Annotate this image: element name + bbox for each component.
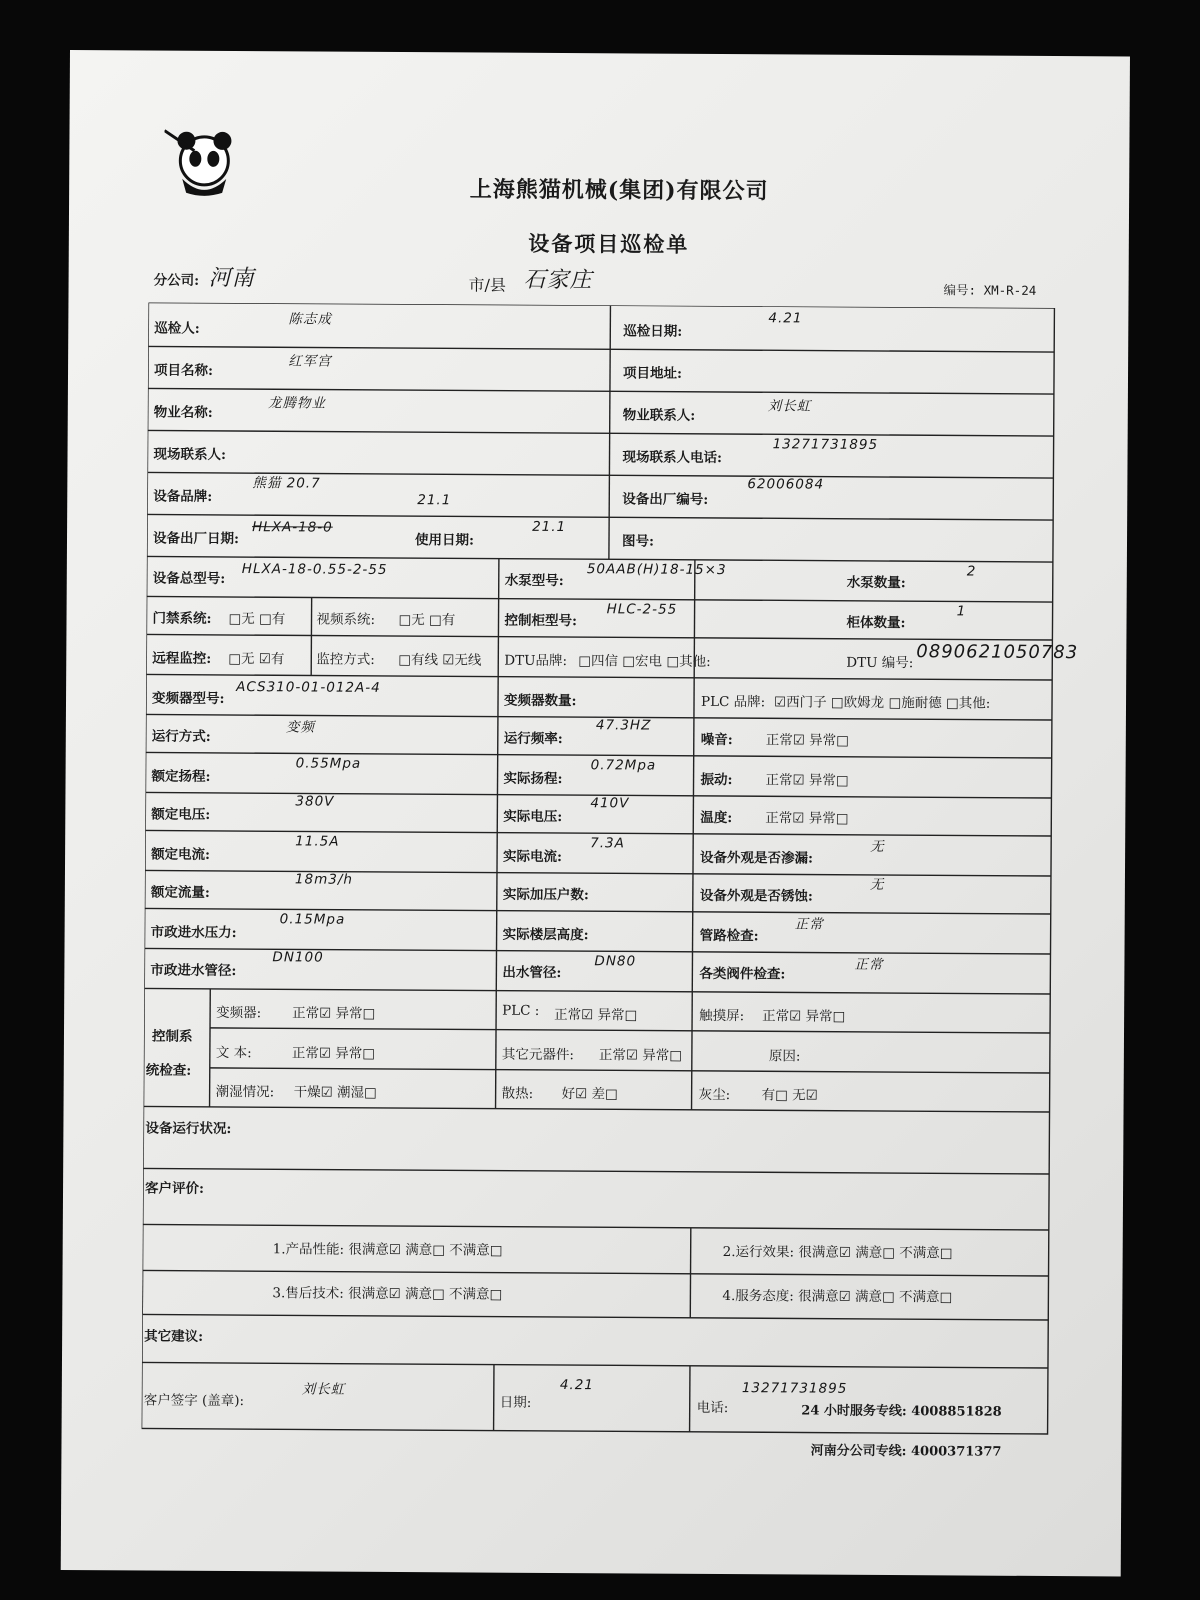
other-parts-options[interactable]: 正常☑ 异常□ xyxy=(598,1047,683,1064)
pump-model-label: 水泵型号: xyxy=(504,572,564,590)
eval-q1[interactable]: 1.产品性能: 很满意☑ 满意□ 不满意□ xyxy=(272,1241,503,1259)
eval-q4[interactable]: 4.服务态度: 很满意☑ 满意□ 不满意□ xyxy=(722,1288,953,1306)
vfd-check-label: 变频器: xyxy=(216,1004,262,1022)
property-value: 龙腾物业 xyxy=(267,395,326,412)
brand-value: 熊猫 20.7 xyxy=(252,475,321,492)
inspector-label: 巡检人: xyxy=(154,320,200,337)
pipe-check-label: 管路检查: xyxy=(699,927,759,945)
leak-value: 无 xyxy=(870,838,885,855)
access-options[interactable]: □无 □有 xyxy=(228,610,286,628)
outlet-diameter-value: DN80 xyxy=(594,953,637,970)
project-label: 项目名称: xyxy=(153,362,214,379)
noise-label: 噪音: xyxy=(700,731,733,749)
project-value: 红军宫 xyxy=(288,353,332,370)
phone-label: 电话: xyxy=(696,1399,729,1417)
inlet-pressure-value: 0.15Mpa xyxy=(279,911,346,928)
actual-curr-label: 实际电流: xyxy=(503,848,563,866)
drawing-label: 图号: xyxy=(621,533,655,550)
run-mode-label: 运行方式: xyxy=(151,728,211,745)
date-value: 4.21 xyxy=(768,310,803,327)
service-hotline: 24 小时服务专线: 4008851828 xyxy=(801,1403,1002,1420)
remote-label: 远程监控: xyxy=(152,650,212,667)
factory-date-label: 设备出厂日期: xyxy=(152,530,240,548)
video-label: 视频系统: xyxy=(316,611,376,628)
other-parts-label: 其它元器件: xyxy=(501,1046,574,1064)
customer-eval-label: 客户评价: xyxy=(144,1180,205,1197)
rust-label: 设备外观是否锈蚀: xyxy=(699,887,813,905)
actual-head-value: 0.72Mpa xyxy=(590,757,657,774)
vfd-check-options[interactable]: 正常☑ 异常□ xyxy=(292,1005,376,1022)
use-date-label: 使用日期: xyxy=(414,532,475,549)
sign-date-value: 4.21 xyxy=(559,1377,594,1394)
freq-value: 47.3HZ xyxy=(595,717,652,734)
freq-label: 运行频率: xyxy=(503,730,563,748)
plc-options[interactable]: ☑西门子 □欧姆龙 □施耐德 □其他: xyxy=(773,694,991,712)
humid-options[interactable]: 干燥☑ 潮湿□ xyxy=(293,1084,377,1101)
curr-value: 11.5A xyxy=(295,833,340,850)
monitor-label: 监控方式: xyxy=(316,651,375,668)
branch-hotline: 河南分公司专线: 4000371377 xyxy=(810,1443,1002,1460)
eval-q3[interactable]: 3.售后技术: 很满意☑ 满意□ 不满意□ xyxy=(272,1285,503,1303)
run-mode-value: 变频 xyxy=(285,719,315,736)
floors-label: 实际加压户数: xyxy=(502,886,589,904)
head-label: 额定扬程: xyxy=(151,768,211,785)
dust-options[interactable]: 有□ 无☑ xyxy=(761,1087,818,1104)
actual-head-label: 实际扬程: xyxy=(503,770,563,788)
use-date-value: 21.1 xyxy=(532,518,567,536)
access-label: 门禁系统: xyxy=(152,610,212,627)
vfd-model-label: 变频器型号: xyxy=(151,690,225,707)
flow-label: 额定流量: xyxy=(150,884,210,901)
actual-curr-value: 7.3A xyxy=(590,835,625,852)
pump-count-value: 2 xyxy=(966,563,977,580)
sign-label: 客户签字 (盖章): xyxy=(143,1392,245,1410)
valve-value: 正常 xyxy=(854,956,884,973)
factory-date-value: HLXA-18-0 xyxy=(252,519,333,536)
inlet-diameter-value: DN100 xyxy=(272,949,324,966)
inlet-pressure-label: 市政进水压力: xyxy=(150,924,237,942)
cabinet-count-label: 柜体数量: xyxy=(846,614,906,632)
inspection-table xyxy=(142,302,1079,1435)
heat-label: 散热: xyxy=(501,1085,534,1102)
volt-label: 额定电压: xyxy=(151,806,211,823)
dtu-brand-options[interactable]: □四信 □宏电 □其他: xyxy=(578,653,711,670)
property-label: 物业名称: xyxy=(153,404,213,421)
city-label: 市/县 xyxy=(468,275,507,295)
dtu-no-label: DTU 编号: xyxy=(846,654,914,672)
eval-q2[interactable]: 2.运行效果: 很满意☑ 满意□ 不满意□ xyxy=(722,1244,953,1262)
head-value: 0.55Mpa xyxy=(295,755,362,772)
vib-options[interactable]: 正常☑ 异常□ xyxy=(765,772,849,789)
company-name: 上海熊猫机械(集团)有限公司 xyxy=(469,176,769,205)
form-paper xyxy=(61,50,1130,1576)
actual-volt-value: 410V xyxy=(590,795,630,812)
humid-label: 潮湿情况: xyxy=(215,1083,275,1101)
inspector-value: 陈志成 xyxy=(288,311,332,328)
dust-label: 灰尘: xyxy=(698,1086,731,1104)
video-options[interactable]: □无 □有 xyxy=(398,612,456,629)
pipe-check-value: 正常 xyxy=(794,916,824,933)
vib-label: 振动: xyxy=(700,771,733,789)
site-contact-label: 现场联系人: xyxy=(153,446,227,463)
outlet-diameter-label: 出水管径: xyxy=(502,964,562,982)
site-phone-value: 13271731895 xyxy=(772,436,879,453)
plc-check-options[interactable]: 正常☑ 异常□ xyxy=(554,1006,638,1024)
actual-volt-label: 实际电压: xyxy=(503,808,563,826)
date-label: 巡检日期: xyxy=(623,323,683,340)
serial-label: 设备出厂编号: xyxy=(622,491,709,508)
dtu-brand-label: DTU品牌: xyxy=(504,652,568,670)
curr-label: 额定电流: xyxy=(151,846,211,863)
inlet-diameter-label: 市政进水管径: xyxy=(150,962,237,980)
control-section-label-2: 统检查: xyxy=(145,1062,192,1079)
height-label: 实际楼层高度: xyxy=(502,926,589,944)
remote-options[interactable]: □无 ☑有 xyxy=(228,650,285,668)
temp-options[interactable]: 正常☑ 异常□ xyxy=(765,810,849,827)
noise-options[interactable]: 正常☑ 异常□ xyxy=(765,732,849,749)
pump-model-value: 50AAB(H)18-15×3 xyxy=(586,561,727,579)
suggest-label: 其它建议: xyxy=(144,1328,204,1345)
form-title: 设备项目巡检单 xyxy=(528,230,690,257)
city-value: 石家庄 xyxy=(523,267,593,294)
heat-options[interactable]: 好☑ 差□ xyxy=(561,1086,618,1103)
branch-label: 分公司: xyxy=(153,272,200,289)
plc-check-label: PLC : xyxy=(502,1002,540,1019)
model-label: 设备总型号: xyxy=(152,570,226,587)
temp-label: 温度: xyxy=(700,809,733,827)
control-section-label-1: 控制系 xyxy=(151,1028,193,1045)
rust-value: 无 xyxy=(869,876,885,893)
flow-value: 18m3/h xyxy=(294,871,354,888)
plc-label: PLC 品牌: xyxy=(700,693,766,711)
serial-value: 62006084 xyxy=(747,476,825,493)
cabinet-model-label: 控制柜型号: xyxy=(504,612,578,630)
valve-label: 各类阀件检查: xyxy=(699,965,786,983)
touch-options[interactable]: 正常☑ 异常□ xyxy=(762,1008,846,1025)
monitor-options[interactable]: □有线 ☑无线 xyxy=(398,652,482,669)
cabinet-count-value: 1 xyxy=(956,603,967,620)
sign-value: 刘长虹 xyxy=(301,1381,346,1398)
cabinet-model-value: HLC-2-55 xyxy=(606,601,678,618)
vfd-count-label: 变频器数量: xyxy=(503,692,577,710)
volt-value: 380V xyxy=(295,793,335,810)
reason-label: 原因: xyxy=(768,1048,801,1065)
leak-label: 设备外观是否渗漏: xyxy=(700,849,814,867)
brand-value-extra: 21.1 xyxy=(417,492,452,509)
property-contact-label: 物业联系人: xyxy=(622,407,696,424)
touch-label: 触摸屏: xyxy=(699,1007,745,1025)
pump-count-label: 水泵数量: xyxy=(846,574,906,592)
property-contact-value: 刘长虹 xyxy=(767,398,812,415)
site-phone-label: 现场联系人电话: xyxy=(622,449,723,466)
brand-label: 设备品牌: xyxy=(153,488,213,505)
status-label: 设备运行状况: xyxy=(145,1120,232,1138)
branch-value: 河南 xyxy=(208,265,255,292)
panda-logo-icon xyxy=(164,121,244,201)
dtu-no-value: 0890621050783 xyxy=(916,641,1079,664)
model-value: HLXA-18-0.55-2-55 xyxy=(241,561,388,578)
vfd-model-value: ACS310-01-012A-4 xyxy=(236,679,381,696)
text-check-label: 文 本: xyxy=(215,1044,252,1062)
sign-date-label: 日期: xyxy=(499,1394,532,1411)
address-label: 项目地址: xyxy=(622,365,683,382)
form-code: 编号: XM-R-24 xyxy=(943,282,1037,298)
phone-value: 13271731895 xyxy=(741,1380,848,1397)
text-check-options[interactable]: 正常☑ 异常□ xyxy=(291,1045,376,1062)
